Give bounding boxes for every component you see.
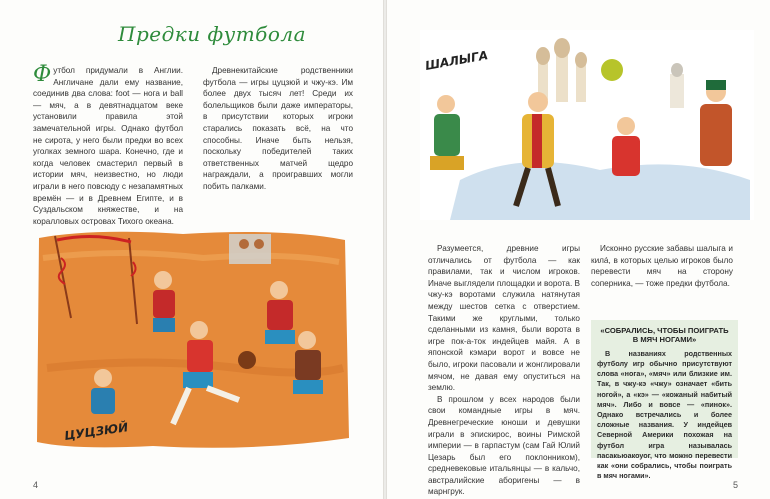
- text-column-1: [33, 62, 183, 227]
- ball-icon: [601, 59, 623, 81]
- sidebar-title: «СОБРАЛИСЬ, ЧТОБЫ ПОИГРАТЬ В МЯЧ НОГАМИ»: [600, 326, 729, 345]
- illustration-caption-left: ЦУЦЗЮЙ: [63, 420, 129, 443]
- paragraph-intro-text: утбол придумали в Англии. Англичане дали ему название, соединив два слова: foot — нога и ball — мяч, а в девятнадцатом веке установили правила этой замечательной игры. Однако футбол не сирота, у него были предки во всех уголках земного шара. Конечно, где и когда человек смастерил первый в истории мяч, неизвестно, но люди играли в него повсюду с незапамятных времён — и в Древнем Египте, и в Суздальском княжестве, и на коралловых островах Тихого океана.: [33, 66, 183, 226]
- paragraph-russian-games: Исконно русские забавы шалыга и килá, в которых целью игроков было перевести мяч на сторону соперника, — тоже предки футбола.: [591, 244, 733, 288]
- paragraph-intro: [33, 62, 183, 227]
- text-column-2: [203, 65, 353, 193]
- ball-icon: [238, 351, 256, 369]
- illustration-cuju: [33, 228, 351, 454]
- text-column-4: [591, 243, 733, 289]
- sidebar-text: В названиях родственных футболу игр обычно присутствуют слова «нога», «мяч» или близкие им. Так, в чжу-кэ «чжу» означает «бить ногой», а «кэ» — «кожаный набитый мяч». Либо и вовсе — «пинок». Однако встречались и более сложные названия. У индейцев Северной Америки похожая на футбол игра называлась пасакьюакоуог, что можно перевести как «они собрались, чтобы поиграть в мяч ногами».: [597, 348, 732, 481]
- illustration-shalyga: [420, 30, 754, 220]
- paragraph-ancient-games: В прошлом у всех народов были свои командные игры в мяч. Древнегреческие юноши и девушки играли в эпискирос, воины Римской империи — в гарпастум (сам Гай Юлий Цезарь был его поклонником), средневековые итальянцы — в кальчо, австралийские аборигены — в марнгрук.: [428, 394, 580, 497]
- illustration-caption-right: ШАЛЫГА: [424, 48, 490, 73]
- paragraph-differences: Разумеется, древние игры отличались от футбола — как правилами, так и числом игроков. Иначе выглядели площадки и ворота. В чжу-кэ воротами служила натянутая между шестов сетка с отверстием. Такими же круглыми, только сделанными из камня, были ворота в игре пок-а-ток индейцев майя. А в японской кэмари ворот и вовсе не было, игроки пасовали и жонглировали мячом, не давая ему опуститься на землю.: [428, 244, 580, 393]
- page-number-left: 4: [33, 480, 39, 490]
- page-title: Предки футбола: [118, 22, 307, 46]
- text-column-3: [428, 243, 580, 498]
- page-number-right: 5: [733, 480, 739, 490]
- paragraph-chinese-games: Древнекитайские родственники футбола — игры цуцзюй и чжу-кэ. Им более двух тысяч лет! Среди их болельщиков были даже императоры, в присутствии которых игроки старались показать всё, на что способны. Иначе быть нельзя, поскольку победителей таких ответственных матчей щедро награждали, а проигравших могли побить палками.: [203, 66, 353, 191]
- sidebar-box: [591, 320, 738, 481]
- dropcap-letter: Ф: [33, 62, 52, 87]
